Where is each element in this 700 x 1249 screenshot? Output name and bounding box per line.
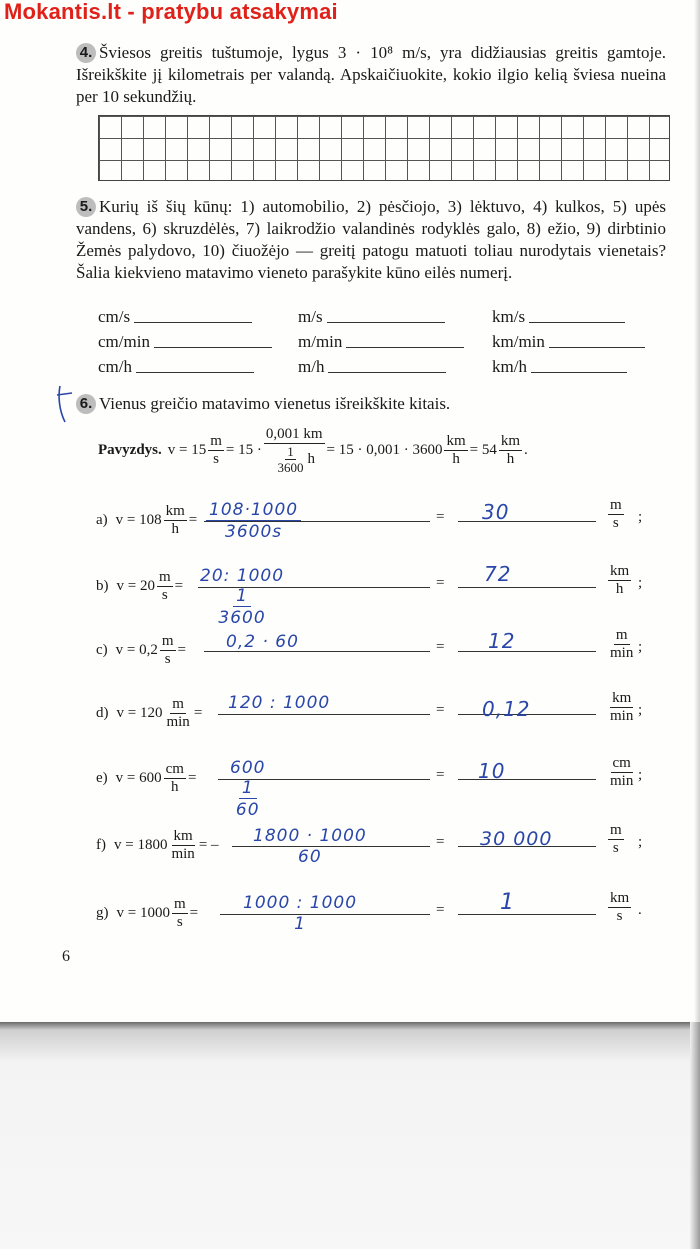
task-5-text: Kurių iš šių kūnų: 1) automobilio, 2) pėsčiojo, 3) lėktuvo, 4) kulkos, 5) upės vandens, 6) skruzdėlės, 7) laikrodžio valandinės rodyklės galo, 8) ežio, 9) dirbtinio Žemės palydovo, 10) čiuožėjo — greitį patogu matuoti toliau nurodytais vienetais? Šalia kiekvieno matavimo vieneto parašykite kūno eilės numerį.	[76, 197, 666, 282]
units-row	[98, 327, 668, 352]
exercise-c: c) v = 0,2 $\frac{m}{s}$ = = m min ;	[96, 627, 643, 667]
task-number-badge: 4.	[76, 43, 96, 63]
answer-line[interactable]	[136, 372, 254, 373]
example-step: = 54	[469, 442, 497, 458]
answer-line[interactable]	[458, 521, 596, 522]
handwritten-answer: 30	[482, 500, 510, 524]
exercise-a: a) v = 108 $\frac{km}{h}$ = = $\frac{m}{s}$ ;	[96, 497, 643, 537]
watermark: Mokantis.lt - pratybu atsakymai	[4, 0, 338, 24]
handwritten-check-mark	[56, 382, 74, 424]
answer-line[interactable]	[218, 714, 430, 715]
handwritten-answer: 1	[500, 890, 515, 915]
handwritten-answer: 0,12	[482, 697, 531, 721]
unit-label: km/s	[492, 307, 526, 326]
task-number-badge: 6.	[76, 394, 96, 414]
example-step: = 15 ·	[225, 442, 262, 458]
unit-fraction: $\frac{km}{h}$	[500, 433, 521, 467]
answer-line[interactable]	[458, 651, 596, 652]
example-label: Pavyzdys.	[98, 442, 162, 458]
handwritten-work: 20: 1000 1 3600	[200, 566, 285, 628]
answer-line[interactable]	[134, 322, 252, 323]
handwritten-answer: 72	[484, 562, 512, 586]
task-4	[76, 42, 666, 108]
units-table	[98, 302, 668, 377]
answer-line[interactable]	[549, 347, 645, 348]
answer-line[interactable]	[328, 372, 446, 373]
answer-grid[interactable]	[98, 115, 670, 181]
units-row	[98, 302, 668, 327]
handwritten-work: 600 1 60	[230, 758, 266, 820]
handwritten-answer: 30 000	[480, 828, 553, 850]
answer-line[interactable]	[458, 587, 596, 588]
unit-label: m/s	[298, 307, 323, 326]
example-step: = 15 · 0,001 · 3600	[326, 442, 443, 458]
handwritten-answer: 10	[478, 759, 506, 783]
unit-label: km/h	[492, 357, 527, 376]
handwritten-work: 1000 : 1000 1	[243, 893, 358, 934]
answer-line[interactable]	[327, 322, 445, 323]
example-formula	[98, 426, 658, 475]
answer-line[interactable]	[346, 347, 464, 348]
example-end: .	[524, 442, 528, 458]
unit-fraction: $\frac{m}{s}$	[210, 433, 222, 467]
unit-label: cm/h	[98, 357, 132, 376]
exercise-b: b) v = 20 $\frac{m}{s}$ = = $\frac{km}{h}$ ;	[96, 563, 643, 603]
unit-label: m/h	[298, 357, 325, 376]
exercise-g: g) v = 1000 $\frac{m}{s}$ = = $\frac{km}{s}$ .	[96, 890, 642, 930]
example-lhs: v = 15	[167, 442, 207, 458]
unit-fraction: $\frac{km}{h}$	[446, 433, 466, 467]
task-6	[76, 393, 666, 415]
unit-label: m/min	[298, 332, 343, 351]
page-number: 6	[62, 948, 70, 965]
page-edge	[0, 1022, 700, 1249]
exercise-f: f) v = 1800 $\frac{km}{\min}$ = – = $\frac{m}{s}$ ;	[96, 822, 643, 862]
unit-label: cm/min	[98, 332, 150, 351]
handwritten-work: 108·1000 3600s	[206, 500, 301, 543]
conversion-fraction: 0,001 km $\frac{1}{3600}$ h	[265, 426, 323, 475]
handwritten-answer: 12	[488, 629, 516, 653]
task-6-text: Vienus greičio matavimo vienetus išreikškite kitais.	[99, 394, 451, 413]
task-number-badge: 5.	[76, 197, 96, 217]
exercise-e: e) v = 600 $\frac{cm}{h}$ = = cm min ;	[96, 755, 643, 795]
answer-line[interactable]	[531, 372, 627, 373]
unit-label: cm/s	[98, 307, 131, 326]
page-shadow	[694, 0, 700, 1025]
task-5	[76, 196, 666, 284]
task-4-text: Šviesos greitis tuštumoje, lygus 3 · 10⁸ m/s, yra didžiausias greitis gamtoje. Išreikškite jį kilometrais per valandą. Apskaičiuokite, kokio ilgio kelią šviesa nueina per 10 sekundžių.	[76, 43, 666, 106]
unit-label: km/min	[492, 332, 545, 351]
handwritten-work: 120 : 1000	[228, 693, 331, 713]
exercise-d: d) v = 120 $\frac{m}{\min}$ = = km min ;	[96, 690, 643, 730]
handwritten-work: 0,2 · 60	[226, 632, 299, 652]
answer-line[interactable]	[154, 347, 272, 348]
answer-line[interactable]	[458, 914, 596, 915]
answer-line[interactable]	[529, 322, 625, 323]
units-row	[98, 352, 668, 377]
handwritten-work: 1800 · 1000 60	[253, 826, 367, 867]
